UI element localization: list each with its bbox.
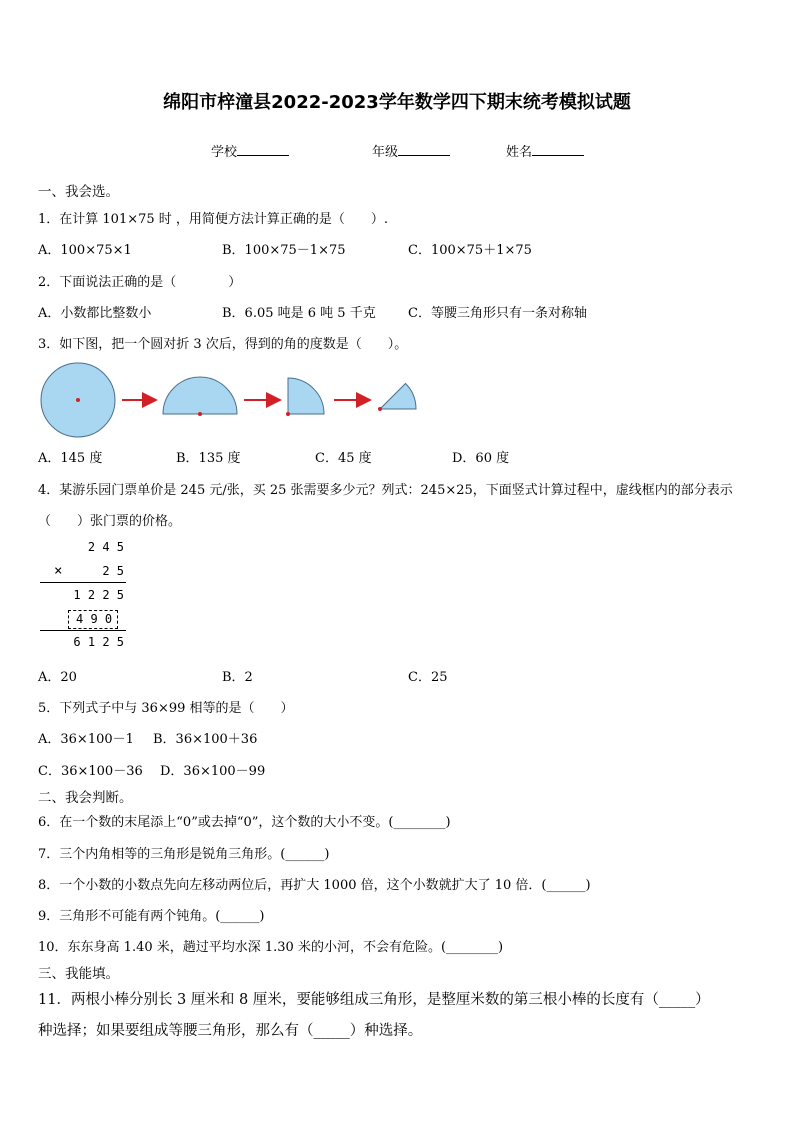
question-11-line-2: 种选择；如果要组成等腰三角形，那么有（_____）种选择。	[38, 1023, 423, 1039]
question-10: 10．东东身高 1.40 米，趟过平均水深 1.30 米的小河，不会有危险。(________)	[38, 940, 504, 955]
grade-field[interactable]: 年级	[372, 141, 450, 160]
quarter-circle-icon	[286, 378, 324, 416]
q1-option-c[interactable]: C．100×75＋1×75	[408, 243, 532, 258]
calc-row-4: 4 9 0	[76, 612, 113, 626]
q1-option-b[interactable]: B．100×75－1×75	[222, 243, 346, 258]
question-9: 9．三角形不可能有两个钝角。(______)	[38, 909, 265, 924]
calc-row-5: 6 1 2 5	[73, 635, 124, 649]
calc-row-2: 2 5	[102, 564, 124, 578]
vertical-multiplication	[38, 536, 128, 652]
question-4-line-1: 4．某游乐园门票单价是 245 元/张，买 25 张需要多少元？列式：245×25，下面竖式计算过程中，虚线框内的部分表示	[38, 483, 733, 498]
question-1: 1．在计算 101×75 时 ，用简便方法计算正确的是（ ）.	[38, 212, 389, 227]
q5-option-b[interactable]: B．36×100＋36	[153, 732, 258, 747]
q4-option-b[interactable]: B．2	[222, 670, 253, 685]
question-4-line-2: （ ）张门票的价格。	[38, 514, 182, 529]
half-circle-icon	[163, 377, 237, 416]
q5-option-a[interactable]: A．36×100－1	[38, 732, 134, 747]
q1-option-a[interactable]: A．100×75×1	[38, 243, 132, 258]
q5-option-c[interactable]: C．36×100－36	[38, 764, 143, 779]
section-3-heading: 三、我能填。	[38, 966, 119, 982]
q2-option-a[interactable]: A．小数都比整数小	[38, 306, 152, 321]
calc-line-1	[40, 582, 126, 583]
calc-line-2	[40, 630, 126, 631]
q3-option-d[interactable]: D．60 度	[452, 451, 510, 466]
school-field[interactable]: 学校	[211, 141, 289, 160]
q4-option-a[interactable]: A．20	[38, 670, 77, 685]
q2-option-b[interactable]: B．6.05 吨是 6 吨 5 千克	[222, 306, 376, 321]
section-2-heading: 二、我会判断。	[38, 790, 133, 806]
circle-folding-figure	[36, 358, 436, 442]
q3-option-b[interactable]: B．135 度	[176, 451, 241, 466]
multiply-sign: ×	[54, 563, 63, 579]
calc-row-3: 1 2 2 5	[73, 588, 124, 602]
eighth-circle-icon	[378, 384, 416, 412]
q3-option-c[interactable]: C．45 度	[315, 451, 372, 466]
question-6: 6．在一个数的末尾添上“0”或去掉“0”，这个数的大小不变。(________)	[38, 815, 451, 830]
q2-option-c[interactable]: C．等腰三角形只有一条对称轴	[408, 306, 587, 321]
q4-option-c[interactable]: C．25	[408, 670, 448, 685]
calc-row-1: 2 4 5	[87, 540, 124, 554]
question-2: 2．下面说法正确的是（ ）	[38, 275, 242, 290]
q3-option-a[interactable]: A．145 度	[38, 451, 103, 466]
page-title: 绵阳市梓潼县2022-2023学年数学四下期末统考模拟试题	[163, 92, 631, 113]
full-circle-icon	[41, 363, 115, 437]
q5-option-d[interactable]: D．36×100－99	[160, 764, 266, 779]
section-1-heading: 一、我会选。	[38, 184, 119, 200]
question-3: 3．如下图，把一个圆对折 3 次后，得到的角的度数是（ ）。	[38, 337, 408, 352]
name-field[interactable]: 姓名	[506, 141, 584, 160]
question-7: 7．三个内角相等的三角形是锐角三角形。(______)	[38, 847, 330, 862]
question-8: 8．一个小数的小数点先向左移动两位后，再扩大 1000 倍，这个小数就扩大了 10 倍．(______)	[38, 878, 591, 893]
question-11-line-1: 11．两根小棒分别长 3 厘米和 8 厘米，要能够组成三角形，是整厘米数的第三根小棒的长度有（_____）	[38, 992, 710, 1008]
question-5: 5．下列式子中与 36×99 相等的是（ ）	[38, 701, 294, 716]
